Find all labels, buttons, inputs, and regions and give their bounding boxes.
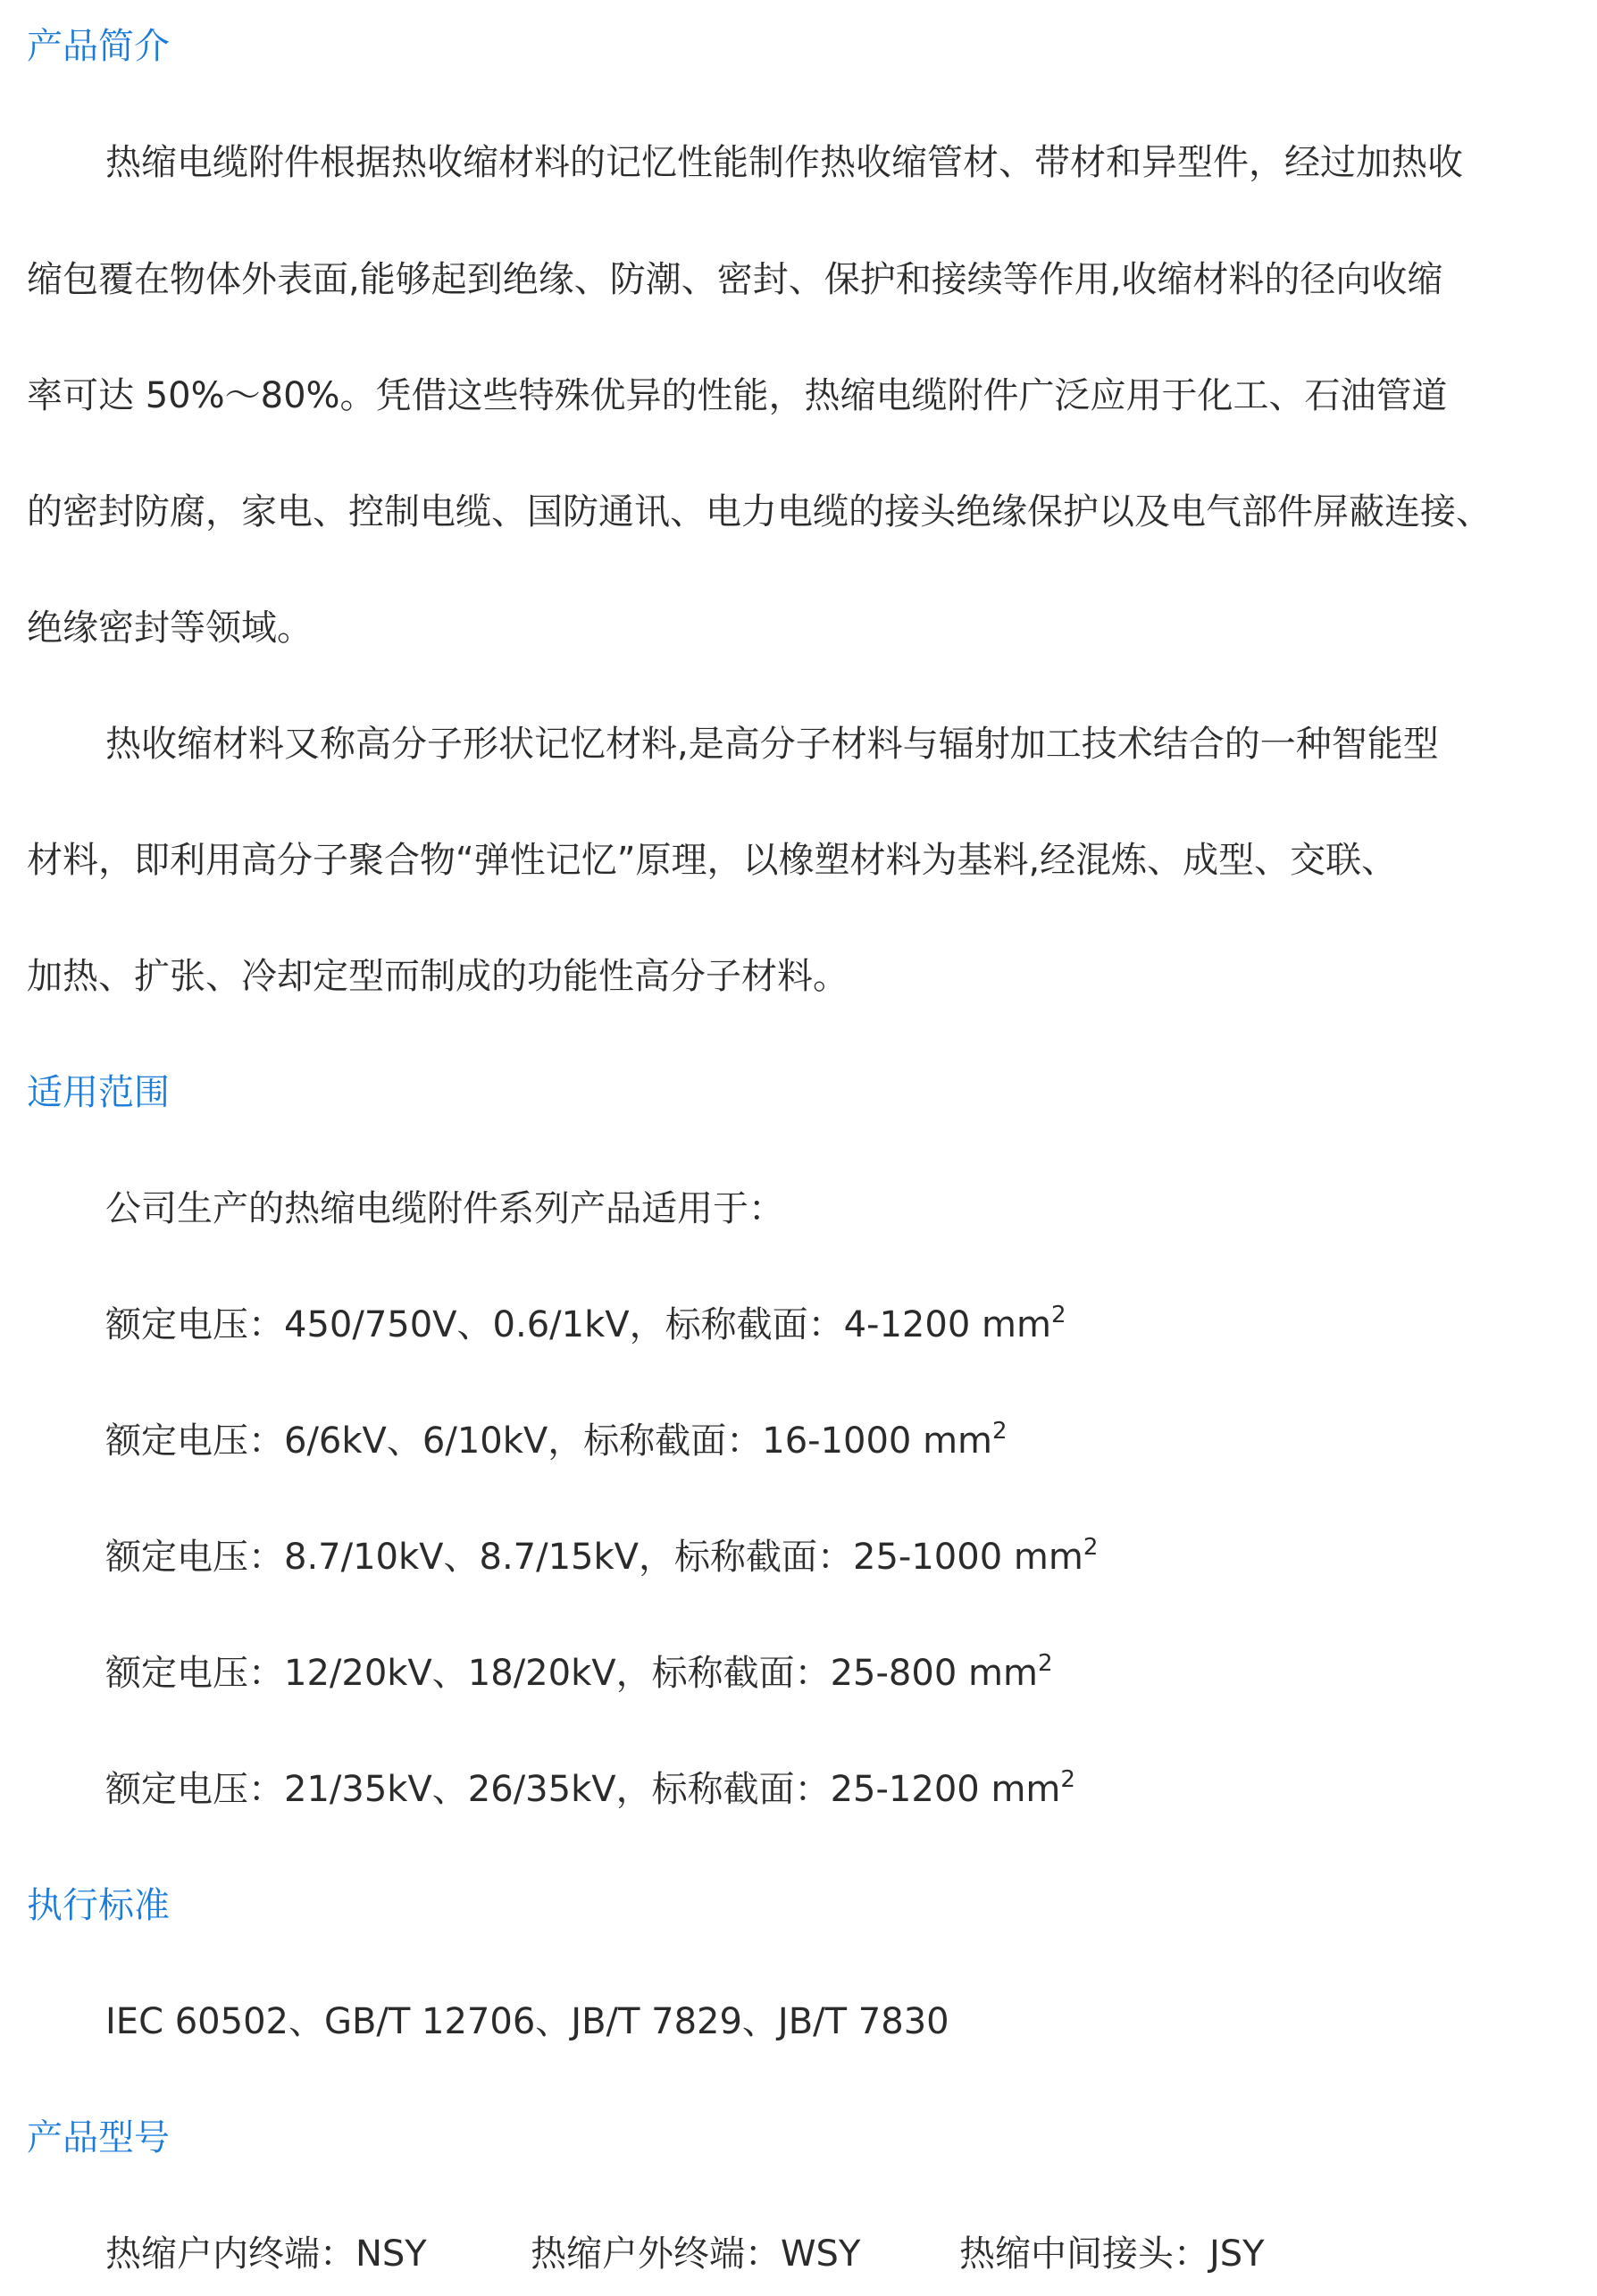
- scope-spec-superscript: 2: [992, 1418, 1008, 1445]
- intro-paragraph-2-line-1: 热收缩材料又称高分子形状记忆材料,是高分子材料与辐射加工技术结合的一种智能型: [105, 724, 1439, 765]
- intro-paragraph-2-line-3: 加热、扩张、冷却定型而制成的功能性高分子材料。: [27, 956, 849, 997]
- model-item-joint: 热缩中间接头：JSY: [959, 2233, 1265, 2275]
- scope-spec-text: 额定电压：12/20kV、18/20kV，标称截面：25-800 mm: [105, 1653, 1038, 1694]
- intro-paragraph-1-line-2: 缩包覆在物体外表面,能够起到绝缘、防潮、密封、保护和接续等作用,收缩材料的径向收缩: [27, 259, 1443, 300]
- section-heading-standards: 执行标准: [27, 1885, 170, 1926]
- intro-paragraph-2-line-2: 材料，即利用高分子聚合物“弹性记忆”原理，以橡塑材料为基料,经混炼、成型、交联、: [27, 840, 1398, 881]
- section-heading-intro: 产品简介: [27, 26, 170, 67]
- scope-spec-5: [105, 1763, 1075, 1816]
- model-item-outdoor-termination: 热缩户外终端：WSY: [531, 2233, 861, 2275]
- intro-paragraph-1-line-1: 热缩电缆附件根据热收缩材料的记忆性能制作热收缩管材、带材和异型件，经过加热收: [105, 142, 1463, 183]
- scope-spec-text: 额定电压：450/750V、0.6/1kV，标称截面：4-1200 mm: [105, 1304, 1051, 1345]
- section-heading-models: 产品型号: [27, 2117, 170, 2158]
- scope-spec-superscript: 2: [1083, 1534, 1099, 1561]
- model-item-indoor-termination: 热缩户内终端：NSY: [105, 2233, 427, 2275]
- scope-spec-text: 额定电压：8.7/10kV、8.7/15kV，标称截面：25-1000 mm: [105, 1537, 1083, 1578]
- intro-paragraph-1-line-5: 绝缘密封等领域。: [27, 608, 313, 649]
- models-row: [105, 2227, 1534, 2281]
- intro-paragraph-1-line-4: 的密封防腐，家电、控制电缆、国防通讯、电力电缆的接头绝缘保护以及电气部件屏蔽连接、: [27, 491, 1492, 532]
- scope-intro: 公司生产的热缩电缆附件系列产品适用于：: [105, 1188, 784, 1229]
- scope-spec-superscript: 2: [1050, 1302, 1066, 1328]
- scope-spec-1: [105, 1298, 1066, 1352]
- scope-spec-superscript: 2: [1037, 1650, 1053, 1677]
- scope-spec-text: 额定电压：6/6kV、6/10kV，标称截面：16-1000 mm: [105, 1420, 993, 1462]
- intro-paragraph-1-line-3: 率可达 50%～80%。凭借这些特殊优异的性能，热缩电缆附件广泛应用于化工、石油管道: [27, 375, 1448, 416]
- scope-spec-2: [105, 1414, 1008, 1468]
- scope-spec-3: [105, 1530, 1098, 1584]
- standards-list: IEC 60502、GB/T 12706、JB/T 7829、JB/T 7830: [105, 2001, 949, 2042]
- scope-spec-superscript: 2: [1060, 1766, 1075, 1793]
- scope-spec-4: [105, 1647, 1052, 1700]
- scope-spec-text: 额定电压：21/35kV、26/35kV，标称截面：25-1200 mm: [105, 1769, 1061, 1810]
- section-heading-scope: 适用范围: [27, 1072, 170, 1113]
